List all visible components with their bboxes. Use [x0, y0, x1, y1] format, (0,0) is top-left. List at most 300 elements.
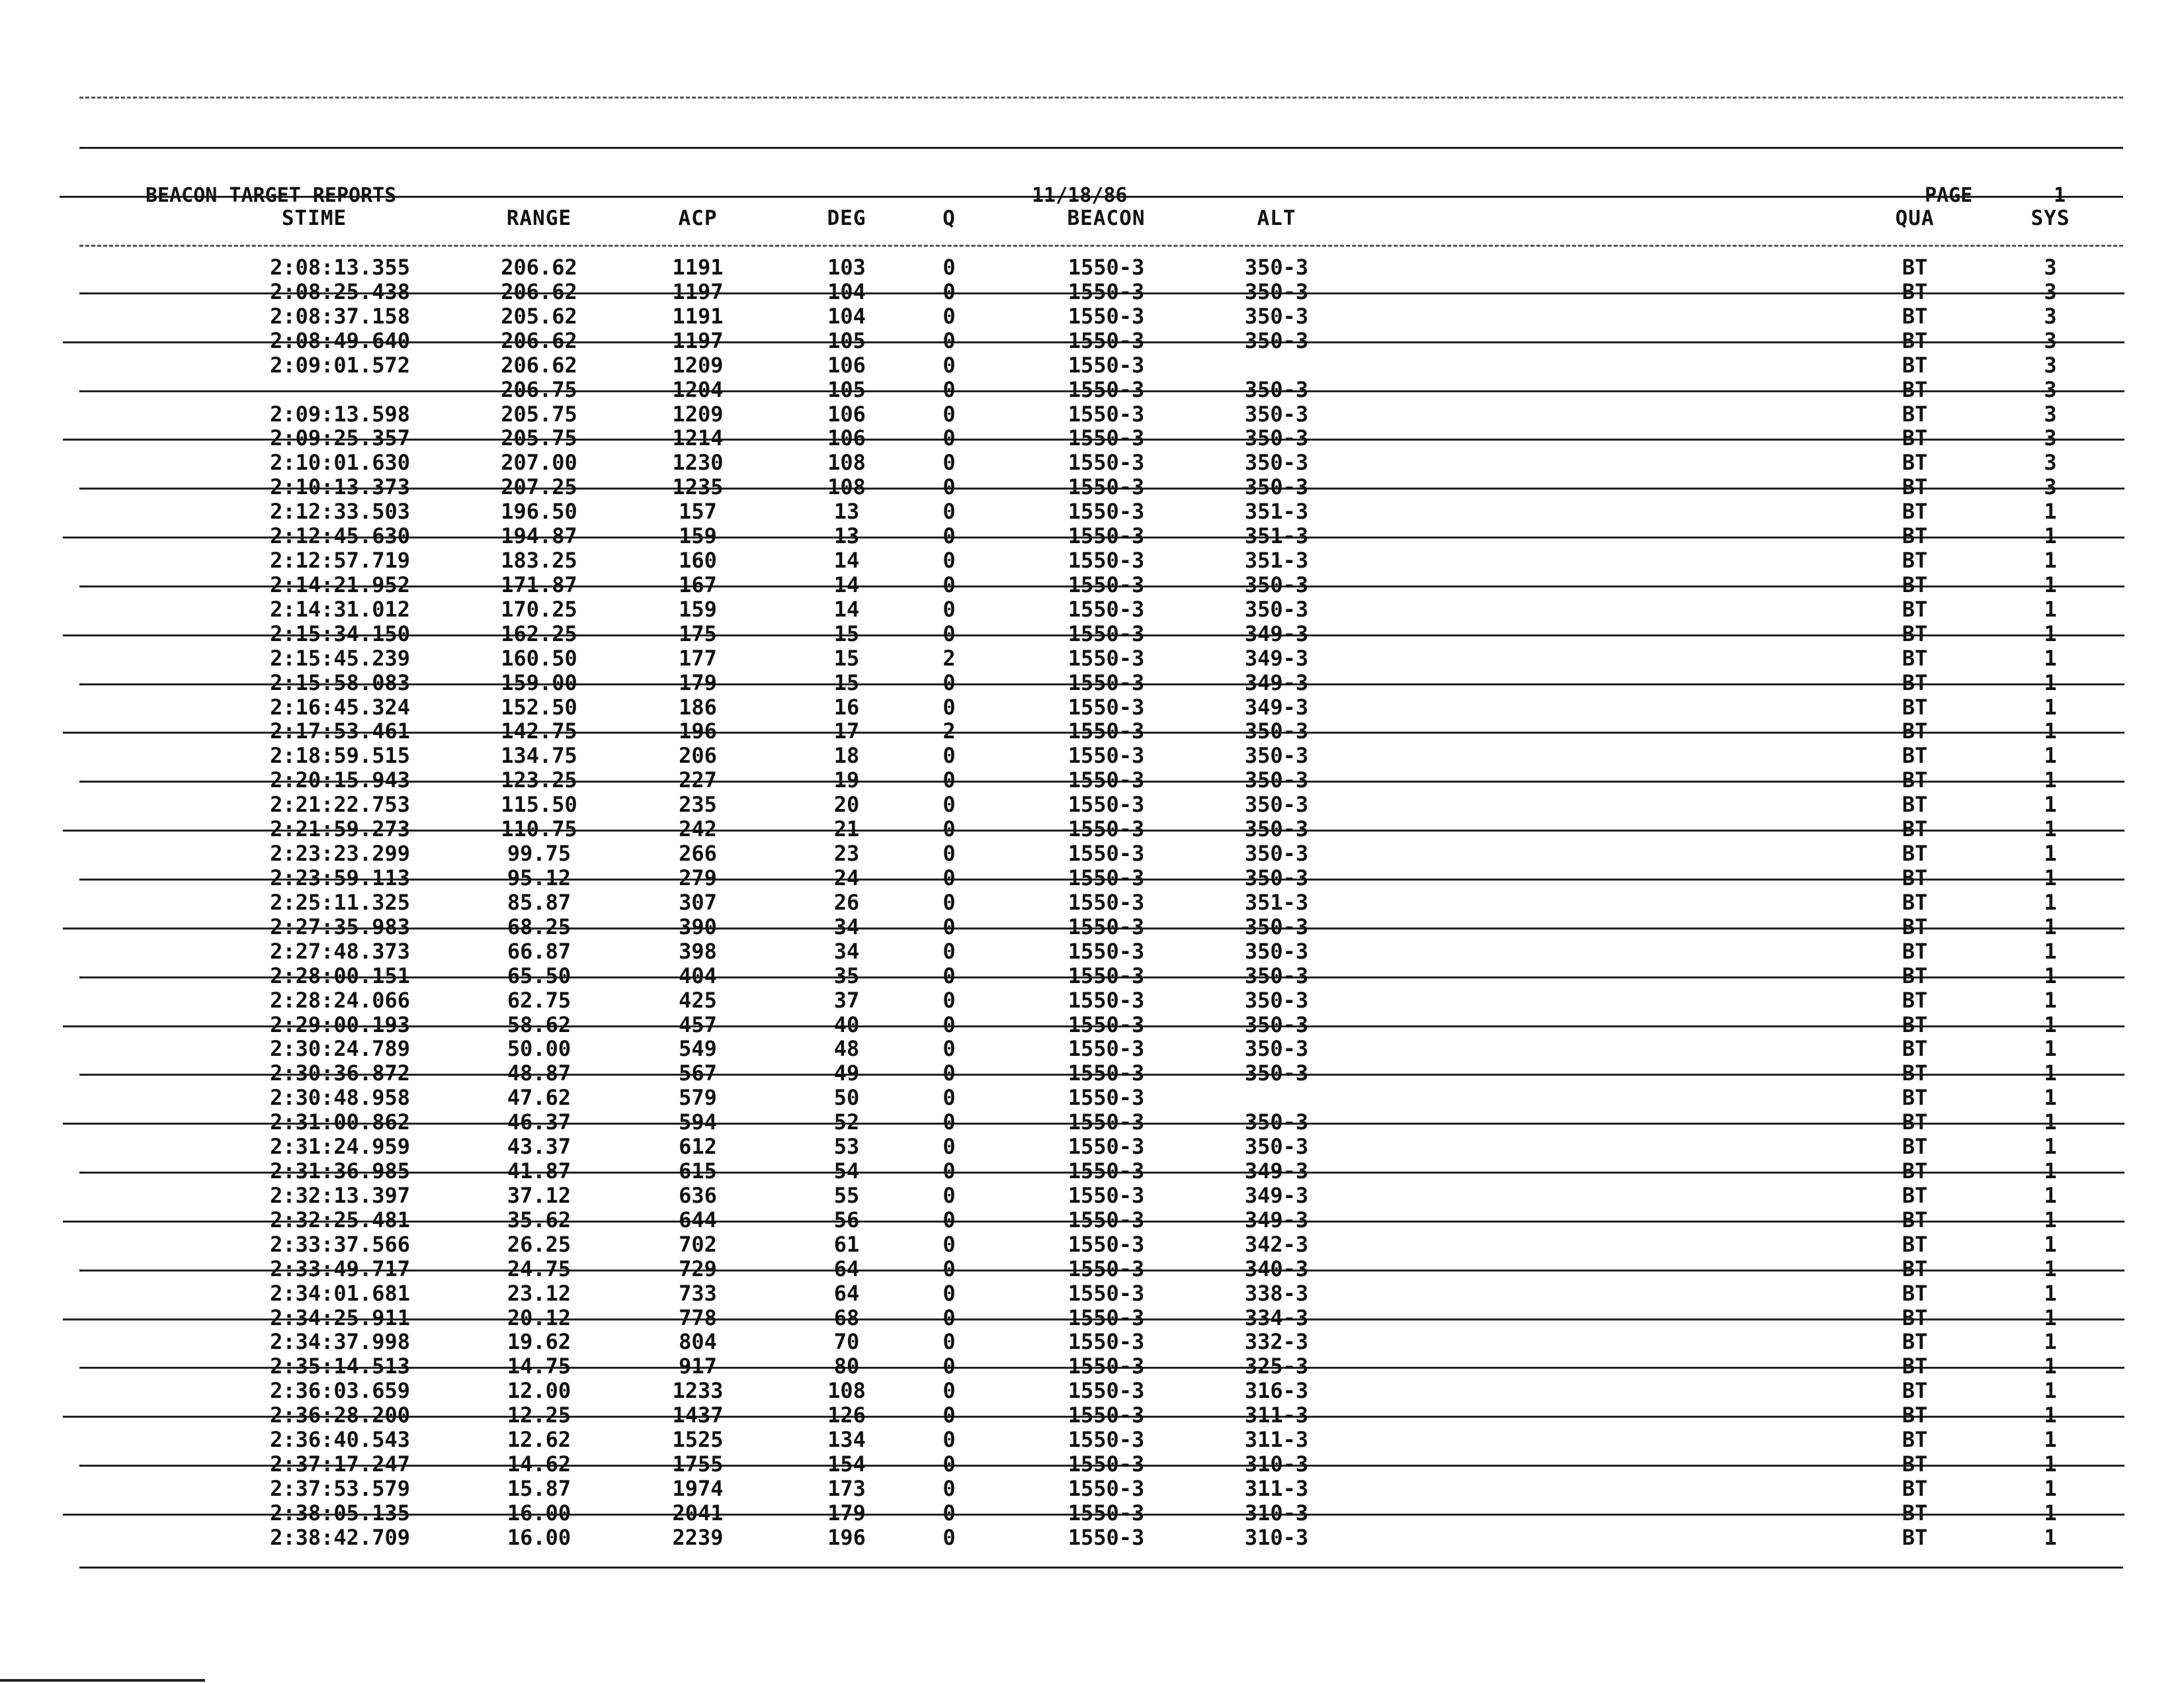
table-row: [0, 1281, 2184, 1306]
table-row: [0, 524, 2184, 548]
cell-acp: 1525: [672, 1427, 724, 1453]
cell-acp: 917: [679, 1354, 717, 1379]
cell-time: 2:34:01.681: [270, 1280, 410, 1306]
cell-range: 19.62: [507, 1329, 571, 1355]
cell-range: 206.62: [501, 327, 577, 353]
cell-sys: 1: [2044, 499, 2057, 525]
cell-range: 14.75: [507, 1354, 571, 1379]
cell-alt: 350-3: [1244, 401, 1309, 427]
cell-acp: 457: [679, 1012, 717, 1037]
table-row: [0, 1501, 2184, 1526]
cell-acp: 702: [679, 1231, 717, 1257]
table-row: [0, 1061, 2184, 1086]
header-deg: DEG: [827, 206, 866, 230]
cell-qua: BT: [1902, 621, 1928, 646]
table-row: [0, 548, 2184, 573]
cell-beacon: 1550-3: [1068, 694, 1145, 720]
cell-deg: 16: [833, 694, 860, 720]
cell-deg: 154: [827, 1451, 866, 1477]
cell-qua: BT: [1902, 1476, 1928, 1501]
table-row: [0, 1110, 2184, 1135]
cell-qua: BT: [1902, 743, 1928, 769]
cell-sys: 1: [2044, 792, 2057, 818]
cell-sys: 1: [2044, 816, 2057, 842]
cell-range: 15.87: [507, 1476, 571, 1501]
cell-alt: 350-3: [1244, 425, 1309, 451]
cell-qua: BT: [1902, 1500, 1928, 1526]
cell-beacon: 1550-3: [1068, 1476, 1145, 1501]
cell-deg: 61: [833, 1231, 860, 1257]
cell-qua: BT: [1902, 865, 1928, 890]
cell-alt: 350-3: [1244, 743, 1309, 769]
cell-beacon: 1550-3: [1068, 499, 1145, 525]
cell-deg: 17: [833, 718, 860, 744]
cell-alt: 350-3: [1244, 303, 1309, 329]
cell-q: 0: [943, 425, 956, 451]
cell-qua: BT: [1902, 963, 1928, 988]
cell-beacon: 1550-3: [1068, 425, 1145, 451]
cell-beacon: 1550-3: [1068, 718, 1145, 744]
cell-acp: 1191: [672, 255, 724, 280]
cell-qua: BT: [1902, 694, 1928, 720]
cell-time: 2:32:25.481: [270, 1207, 410, 1232]
cell-q: 0: [943, 1109, 956, 1135]
cell-sys: 1: [2044, 1305, 2057, 1330]
cell-range: 20.12: [507, 1305, 571, 1330]
cell-time: 2:30:48.958: [270, 1085, 410, 1111]
cell-qua: BT: [1902, 1182, 1928, 1208]
cell-deg: 103: [827, 255, 866, 280]
cell-alt: 349-3: [1244, 669, 1309, 695]
cell-q: 0: [943, 1158, 956, 1184]
cell-range: 183.25: [501, 548, 577, 574]
report-title: BEACON TARGET REPORTS: [146, 184, 397, 207]
cell-q: 0: [943, 401, 956, 427]
cell-time: 2:36:40.543: [270, 1427, 410, 1453]
cell-deg: 106: [827, 425, 866, 451]
cell-q: 2: [943, 645, 956, 671]
cell-q: 0: [943, 1329, 956, 1355]
cell-beacon: 1550-3: [1068, 1231, 1145, 1257]
cell-beacon: 1550-3: [1068, 327, 1145, 353]
table-row: [0, 353, 2184, 378]
cell-time: 2:30:36.872: [270, 1060, 410, 1086]
table-row: [0, 329, 2184, 353]
cell-alt: 310-3: [1244, 1500, 1309, 1526]
cell-sys: 3: [2044, 255, 2057, 280]
cell-q: 0: [943, 352, 956, 378]
cell-q: 0: [943, 694, 956, 720]
cell-alt: 350-3: [1244, 572, 1309, 597]
cell-range: 37.12: [507, 1182, 571, 1208]
table-row: [0, 1379, 2184, 1403]
cell-time: 2:21:22.753: [270, 792, 410, 818]
cell-acp: 778: [679, 1305, 717, 1330]
cell-qua: BT: [1902, 303, 1928, 329]
cell-beacon: 1550-3: [1068, 1109, 1145, 1135]
cell-sys: 1: [2044, 1012, 2057, 1037]
cell-qua: BT: [1902, 1280, 1928, 1306]
table-row: [0, 304, 2184, 329]
cell-sys: 1: [2044, 914, 2057, 939]
table-row: [0, 1477, 2184, 1501]
header-sys: SYS: [2031, 206, 2070, 230]
cell-acp: 1214: [672, 425, 724, 451]
cell-deg: 34: [833, 938, 860, 964]
cell-beacon: 1550-3: [1068, 450, 1145, 476]
cell-acp: 157: [679, 499, 717, 525]
cell-q: 0: [943, 914, 956, 939]
cell-deg: 53: [833, 1134, 860, 1160]
cell-qua: BT: [1902, 841, 1928, 867]
cell-q: 0: [943, 743, 956, 769]
cell-deg: 173: [827, 1476, 866, 1501]
cell-acp: 1235: [672, 474, 724, 500]
cell-sys: 3: [2044, 401, 2057, 427]
cell-alt: 349-3: [1244, 621, 1309, 646]
cell-q: 0: [943, 621, 956, 646]
cell-beacon: 1550-3: [1068, 548, 1145, 574]
cell-qua: BT: [1902, 425, 1928, 451]
cell-range: 58.62: [507, 1012, 571, 1037]
cell-range: 123.25: [501, 767, 577, 793]
cell-acp: 398: [679, 938, 717, 964]
cell-time: 2:28:00.151: [270, 963, 410, 988]
cell-acp: 729: [679, 1256, 717, 1281]
column-header-row: [0, 206, 2184, 231]
cell-range: 62.75: [507, 987, 571, 1013]
header-q: Q: [943, 206, 956, 230]
cell-deg: 14: [833, 572, 860, 597]
cell-time: 2:29:00.193: [270, 1012, 410, 1037]
cell-qua: BT: [1902, 889, 1928, 915]
cell-alt: 350-3: [1244, 1036, 1309, 1062]
table-row: [0, 1135, 2184, 1159]
cell-qua: BT: [1902, 1451, 1928, 1477]
cell-time: 2:10:13.373: [270, 474, 410, 500]
cell-deg: 19: [833, 767, 860, 793]
cell-alt: 349-3: [1244, 694, 1309, 720]
cell-qua: BT: [1902, 450, 1928, 476]
cell-sys: 1: [2044, 1476, 2057, 1501]
cell-acp: 1204: [672, 376, 724, 402]
cell-alt: 350-3: [1244, 816, 1309, 842]
cell-q: 0: [943, 1451, 956, 1477]
cell-alt: 350-3: [1244, 376, 1309, 402]
cell-qua: BT: [1902, 1378, 1928, 1404]
cell-deg: 14: [833, 548, 860, 574]
cell-sys: 3: [2044, 376, 2057, 402]
cell-beacon: 1550-3: [1068, 669, 1145, 695]
table-row: [0, 597, 2184, 622]
table-row: [0, 695, 2184, 720]
cell-range: 205.62: [501, 303, 577, 329]
cell-deg: 49: [833, 1060, 860, 1086]
cell-range: 134.75: [501, 743, 577, 769]
cell-beacon: 1550-3: [1068, 401, 1145, 427]
cell-time: 2:31:00.862: [270, 1109, 410, 1135]
cell-deg: 18: [833, 743, 860, 769]
cell-alt: 350-3: [1244, 1134, 1309, 1160]
cell-range: 23.12: [507, 1280, 571, 1306]
cell-sys: 3: [2044, 450, 2057, 476]
cell-sys: 1: [2044, 1500, 2057, 1526]
cell-qua: BT: [1902, 1329, 1928, 1355]
cell-alt: 350-3: [1244, 938, 1309, 964]
cell-deg: 13: [833, 499, 860, 525]
cell-sys: 3: [2044, 425, 2057, 451]
cell-acp: 266: [679, 841, 717, 867]
cell-alt: 350-3: [1244, 1060, 1309, 1086]
cell-q: 0: [943, 1060, 956, 1086]
cell-time: 2:08:49.640: [270, 327, 410, 353]
cell-range: 159.00: [501, 669, 577, 695]
cell-beacon: 1550-3: [1068, 1305, 1145, 1330]
cell-sys: 1: [2044, 694, 2057, 720]
cell-q: 0: [943, 841, 956, 867]
cell-q: 0: [943, 1256, 956, 1281]
cell-sys: 1: [2044, 1207, 2057, 1232]
cell-alt: 325-3: [1244, 1354, 1309, 1379]
cell-sys: 1: [2044, 1060, 2057, 1086]
cell-time: 2:38:42.709: [270, 1524, 410, 1550]
cell-deg: 15: [833, 621, 860, 646]
cell-q: 0: [943, 596, 956, 622]
cell-acp: 1974: [672, 1476, 724, 1501]
cell-qua: BT: [1902, 255, 1928, 280]
cell-deg: 50: [833, 1085, 860, 1111]
cell-deg: 80: [833, 1354, 860, 1379]
cell-qua: BT: [1902, 596, 1928, 622]
cell-alt: 338-3: [1244, 1280, 1309, 1306]
table-row: [0, 378, 2184, 402]
cell-q: 0: [943, 1012, 956, 1037]
cell-alt: 350-3: [1244, 718, 1309, 744]
cell-deg: 23: [833, 841, 860, 867]
cell-beacon: 1550-3: [1068, 865, 1145, 890]
cell-time: 2:27:48.373: [270, 938, 410, 964]
cell-range: 26.25: [507, 1231, 571, 1257]
cell-time: 2:38:05.135: [270, 1500, 410, 1526]
cell-range: 160.50: [501, 645, 577, 671]
cell-acp: 1437: [672, 1402, 724, 1428]
cell-range: 12.62: [507, 1427, 571, 1453]
table-row: [0, 402, 2184, 427]
cell-q: 0: [943, 889, 956, 915]
cell-deg: 134: [827, 1427, 866, 1453]
table-row: [0, 1354, 2184, 1379]
cell-qua: BT: [1902, 914, 1928, 939]
cell-time: 2:36:28.200: [270, 1402, 410, 1428]
table-row: [0, 255, 2184, 280]
cell-beacon: 1550-3: [1068, 914, 1145, 939]
cell-alt: 316-3: [1244, 1378, 1309, 1404]
cell-range: 85.87: [507, 889, 571, 915]
cell-q: 0: [943, 1402, 956, 1428]
cell-deg: 56: [833, 1207, 860, 1232]
table-row: [0, 1403, 2184, 1428]
cell-beacon: 1550-3: [1068, 1012, 1145, 1037]
cell-q: 0: [943, 963, 956, 988]
cell-acp: 1209: [672, 352, 724, 378]
cell-alt: 349-3: [1244, 1207, 1309, 1232]
cell-acp: 235: [679, 792, 717, 818]
cell-acp: 579: [679, 1085, 717, 1111]
cell-beacon: 1550-3: [1068, 1524, 1145, 1550]
table-row: [0, 1526, 2184, 1550]
cell-range: 152.50: [501, 694, 577, 720]
cell-beacon: 1550-3: [1068, 1451, 1145, 1477]
cell-range: 14.62: [507, 1451, 571, 1477]
cell-qua: BT: [1902, 1036, 1928, 1062]
header-alt: ALT: [1257, 206, 1296, 230]
cell-qua: BT: [1902, 474, 1928, 500]
cell-sys: 1: [2044, 572, 2057, 597]
cell-sys: 1: [2044, 865, 2057, 890]
table-row: [0, 1330, 2184, 1354]
cell-beacon: 1550-3: [1068, 596, 1145, 622]
cell-q: 0: [943, 523, 956, 549]
cell-beacon: 1550-3: [1068, 1427, 1145, 1453]
cell-q: 0: [943, 572, 956, 597]
cell-acp: 1209: [672, 401, 724, 427]
cell-deg: 106: [827, 401, 866, 427]
cell-range: 43.37: [507, 1134, 571, 1160]
cell-alt: 350-3: [1244, 914, 1309, 939]
cell-deg: 40: [833, 1012, 860, 1037]
cell-beacon: 1550-3: [1068, 1500, 1145, 1526]
cell-sys: 1: [2044, 1182, 2057, 1208]
cell-acp: 196: [679, 718, 717, 744]
cell-acp: 227: [679, 767, 717, 793]
cell-time: 2:34:25.911: [270, 1305, 410, 1330]
cell-deg: 104: [827, 279, 866, 304]
cell-sys: 1: [2044, 1256, 2057, 1281]
cell-sys: 1: [2044, 621, 2057, 646]
cell-range: 99.75: [507, 841, 571, 867]
cell-acp: 733: [679, 1280, 717, 1306]
header-time: STIME: [281, 206, 347, 230]
cell-beacon: 1550-3: [1068, 1354, 1145, 1379]
cell-time: 2:12:45.630: [270, 523, 410, 549]
cell-q: 0: [943, 1207, 956, 1232]
header-acp: ACP: [678, 206, 718, 230]
cell-range: 115.50: [501, 792, 577, 818]
table-row: [0, 890, 2184, 915]
cell-time: 2:16:45.324: [270, 694, 410, 720]
cell-time: 2:08:13.355: [270, 255, 410, 280]
cell-range: 16.00: [507, 1524, 571, 1550]
table-row: [0, 475, 2184, 499]
cell-qua: BT: [1902, 352, 1928, 378]
cell-deg: 179: [827, 1500, 866, 1526]
cell-q: 0: [943, 1524, 956, 1550]
cell-time: 2:09:13.598: [270, 401, 410, 427]
cell-q: 0: [943, 1134, 956, 1160]
cell-q: 0: [943, 279, 956, 304]
cell-time: 2:14:21.952: [270, 572, 410, 597]
table-row: [0, 1232, 2184, 1257]
cell-acp: 390: [679, 914, 717, 939]
cell-sys: 1: [2044, 1354, 2057, 1379]
table-row: [0, 1184, 2184, 1208]
cell-time: 2:33:37.566: [270, 1231, 410, 1257]
cell-range: 35.62: [507, 1207, 571, 1232]
cell-time: 2:32:13.397: [270, 1182, 410, 1208]
cell-time: 2:34:37.998: [270, 1329, 410, 1355]
table-row: [0, 1159, 2184, 1184]
cell-sys: 1: [2044, 645, 2057, 671]
cell-acp: 644: [679, 1207, 717, 1232]
cell-range: 207.25: [501, 474, 577, 500]
table-row: [0, 719, 2184, 744]
cell-sys: 1: [2044, 523, 2057, 549]
table-row: [0, 1013, 2184, 1037]
cell-range: 194.87: [501, 523, 577, 549]
cell-alt: 351-3: [1244, 499, 1309, 525]
cell-beacon: 1550-3: [1068, 1256, 1145, 1281]
cell-q: 0: [943, 1305, 956, 1330]
cell-time: 2:30:24.789: [270, 1036, 410, 1062]
cell-qua: BT: [1902, 523, 1928, 549]
cell-beacon: 1550-3: [1068, 792, 1145, 818]
cell-alt: 351-3: [1244, 889, 1309, 915]
cell-acp: 1230: [672, 450, 724, 476]
cell-time: 2:10:01.630: [270, 450, 410, 476]
cell-range: 66.87: [507, 938, 571, 964]
cell-beacon: 1550-3: [1068, 1207, 1145, 1232]
cell-time: 2:17:53.461: [270, 718, 410, 744]
cell-qua: BT: [1902, 767, 1928, 793]
cell-alt: 350-3: [1244, 767, 1309, 793]
cell-acp: 2041: [672, 1500, 724, 1526]
cell-deg: 26: [833, 889, 860, 915]
cell-acp: 186: [679, 694, 717, 720]
cell-q: 0: [943, 669, 956, 695]
cell-q: 0: [943, 987, 956, 1013]
cell-beacon: 1550-3: [1068, 523, 1145, 549]
cell-q: 0: [943, 1378, 956, 1404]
table-row: [0, 573, 2184, 597]
bottom-rule: [79, 1567, 2123, 1569]
cell-acp: 279: [679, 865, 717, 890]
cell-deg: 196: [827, 1524, 866, 1550]
cell-sys: 3: [2044, 303, 2057, 329]
cell-time: 2:31:24.959: [270, 1134, 410, 1160]
cell-time: 2:23:59.113: [270, 865, 410, 890]
cell-beacon: 1550-3: [1068, 889, 1145, 915]
cell-qua: BT: [1902, 327, 1928, 353]
cell-acp: 160: [679, 548, 717, 574]
cell-q: 0: [943, 1427, 956, 1453]
cell-range: 196.50: [501, 499, 577, 525]
cell-sys: 1: [2044, 987, 2057, 1013]
table-row: [0, 1086, 2184, 1110]
cell-qua: BT: [1902, 1354, 1928, 1379]
cell-qua: BT: [1902, 1012, 1928, 1037]
cell-q: 0: [943, 1500, 956, 1526]
cell-qua: BT: [1902, 1402, 1928, 1428]
scan-edge-mark: [0, 1679, 205, 1682]
cell-q: 0: [943, 938, 956, 964]
cell-alt: 349-3: [1244, 1158, 1309, 1184]
cell-deg: 34: [833, 914, 860, 939]
cell-qua: BT: [1902, 1207, 1928, 1232]
page-label: PAGE: [1925, 184, 1973, 207]
cell-sys: 1: [2044, 1109, 2057, 1135]
cell-sys: 1: [2044, 841, 2057, 867]
cell-alt: 350-3: [1244, 987, 1309, 1013]
